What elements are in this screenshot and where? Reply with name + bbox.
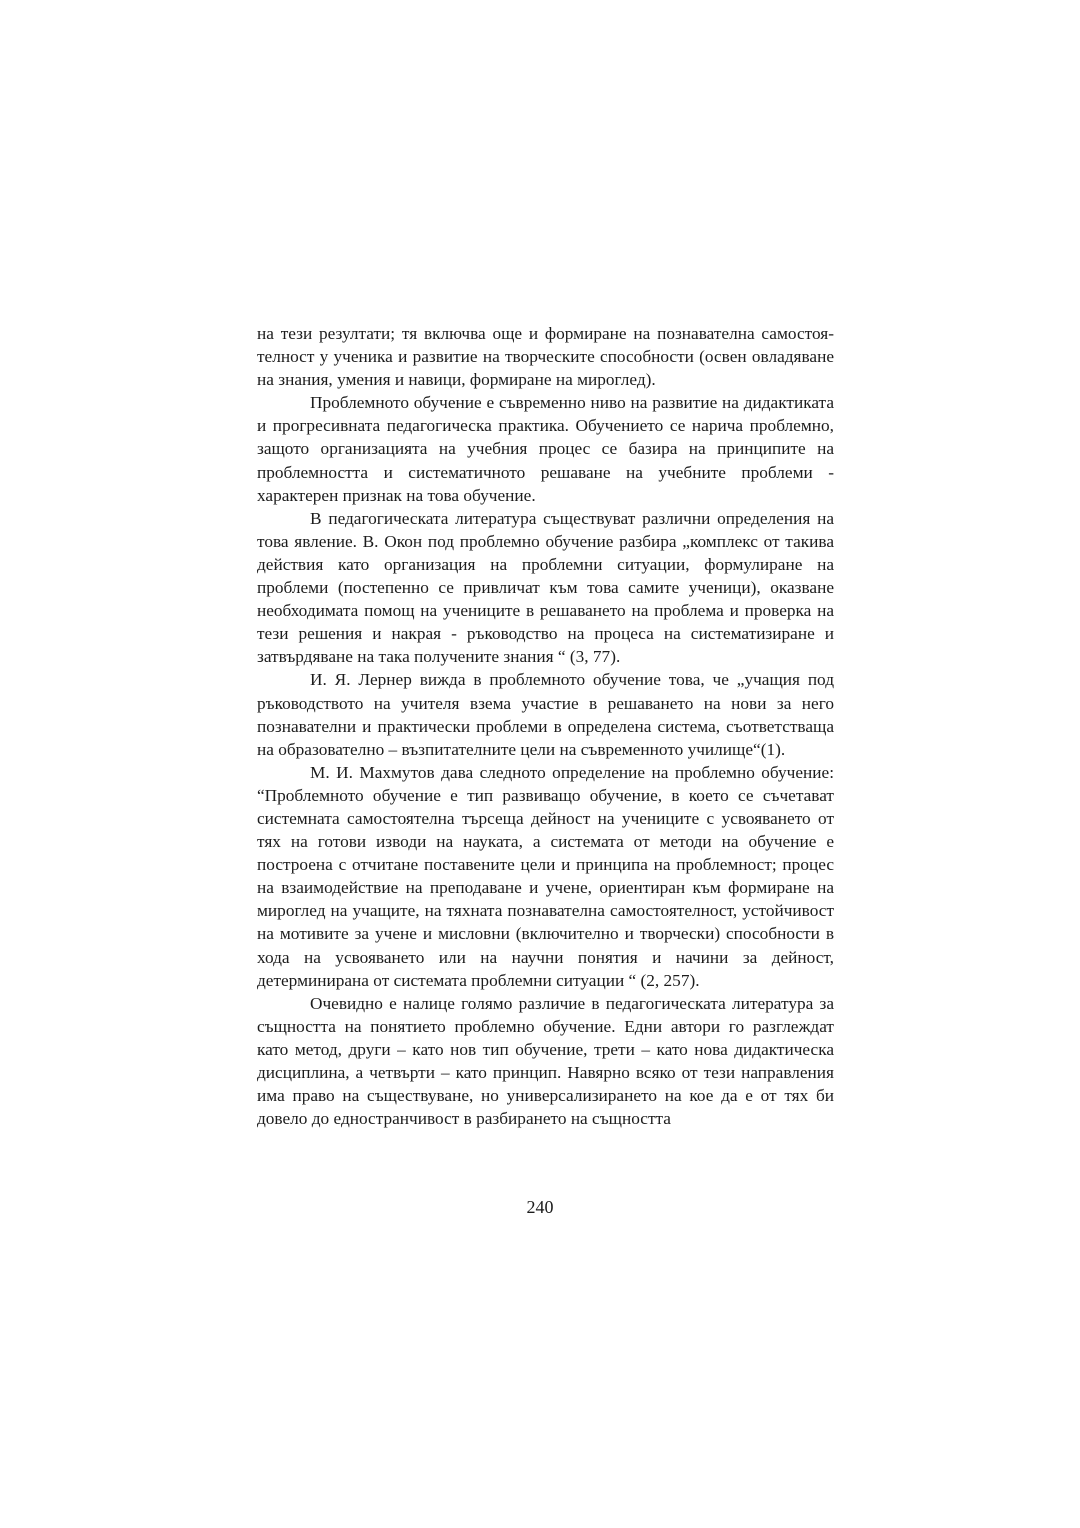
- body-text: [257, 322, 834, 1130]
- paragraph-lerner-definition: И. Я. Лернер вижда в проблемното обучение това, че „учащия под ръководството на учителя взема участие в решаването на нови за него познавателни и практически проблеми в определена система, съответстваща на образователно – възпитателните цели на съвременното училище“(1).: [257, 670, 834, 759]
- paragraph-problem-learning-intro: Проблемното обучение е съвременно ниво на развитие на дидактиката и прогресивната педагогическа практика. Обучението се нарича проблемно, защото организацията на учебния процес се базира на принципите на проблемността и систематичното решаване на учебните проблеми - характерен признак на това обучение.: [257, 393, 834, 505]
- paragraph-okon-definition: В педагогическата литература съществуват различни определения на това явление. В. Окон под проблемно обучение разбира „комплекс от такива действия като организация на проблемни ситуации, формулиране на проблеми (постепенно се привличат към това самите ученици), оказване необходимата помощ на учениците в решаването на проблема и проверка на тези решения и накрая - ръководство на процеса на систематизиране и затвърдяване на така получените знания “ (3, 77).: [257, 508, 834, 667]
- paragraph-makhmutov-definition: М. И. Махмутов дава следното определение на проблемно обучение: “Проблемното обучение е тип развиващо обучение, в което се съчетават системната самостоятелна търсеща дейност на учениците с усвояването от тях на готови изводи на науката, а системата от методи на обучение е построена с отчитане поставените цели и принципа на проблемност; процес на взаимодействие на преподаване и учене, ориентиран към формиране на мироглед на учащите, на тяхната познавателна самостоятелност, устойчивост на мотивите за учене и мисловни (включително и творчески) способности в хода на усвояването или на научни понятия и начини за дейност, детерминирана от системата проблемни ситуации “ (2, 257).: [257, 762, 834, 990]
- paragraph-conclusion: Очевидно е налице голямо различие в педагогическата литература за същността на понятието проблемно обучение. Едни автори го разглеждат като метод, други – като нов тип обучение, трети – като нова дидактическа дисциплина, а четвърти – като принцип. Навярно всяко от тези направления има право на съществуване, но универсализирането на кое да е от тях би довело до едностранчивост в разбирането на същността: [257, 993, 834, 1129]
- paragraph-continuation: на тези резултати; тя включва още и формиране на познавателна самостоятелност у ученика и развитие на творческите способности (освен овладяване на знания, умения и навици, формиране на мироглед).: [257, 324, 834, 390]
- page-number: 240: [526, 1197, 554, 1217]
